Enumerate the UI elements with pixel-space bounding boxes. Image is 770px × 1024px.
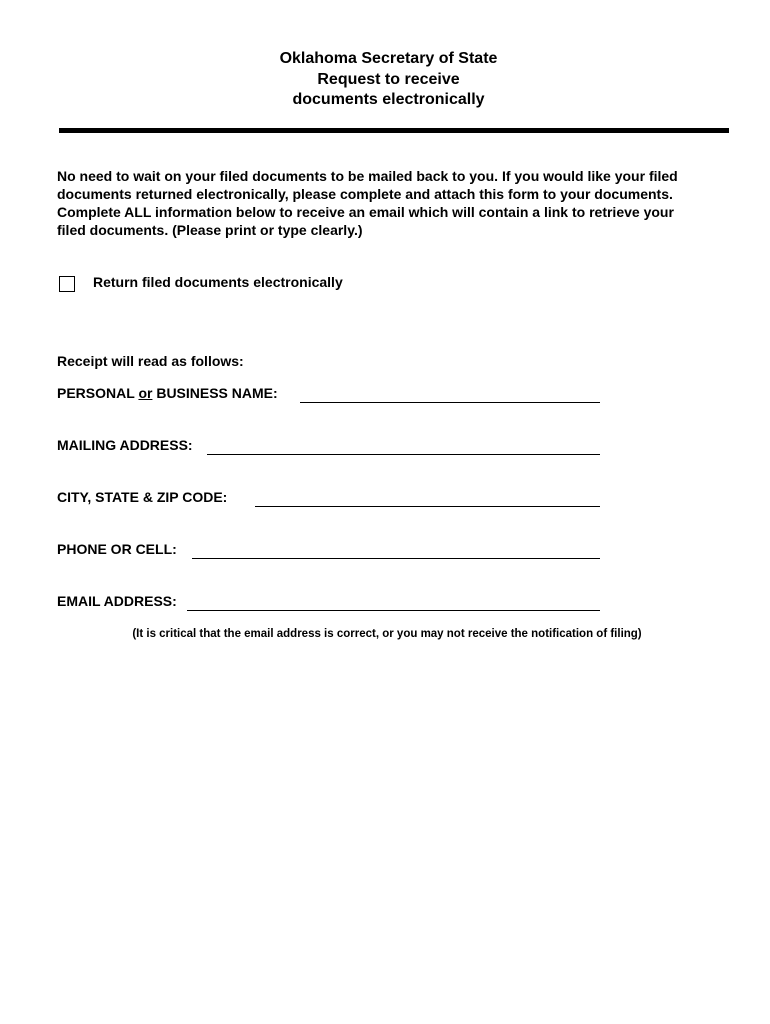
mailing-address-input[interactable] [207,436,600,455]
city-state-zip-input[interactable] [255,488,600,507]
title-line-2: Request to receive [317,70,460,88]
mailing-address-label: MAILING ADDRESS: [57,437,193,453]
intro-line-2: documents returned electronically, please complete and attach this form to your documents. [57,186,673,202]
receipt-heading: Receipt will read as follows: [57,353,244,369]
intro-line-3: Complete ALL information below to receive an email which will contain a link to retrieve your [57,204,674,220]
name-label-prefix: PERSONAL [57,385,139,401]
return-electronically-label[interactable]: Return filed documents electronically [93,274,343,290]
phone-input[interactable] [192,540,600,559]
header-divider [59,128,729,133]
title-line-3: documents electronically [292,91,485,108]
intro-paragraph [57,167,737,239]
city-state-zip-label: CITY, STATE & ZIP CODE: [57,489,228,505]
page-title [0,49,770,111]
name-field-label [57,384,278,402]
email-label: EMAIL ADDRESS: [57,593,177,609]
email-input[interactable] [187,592,600,611]
intro-line-4: filed documents. (Please print or type clearly.) [57,222,363,238]
phone-label: PHONE OR CELL: [57,541,177,557]
return-electronically-checkbox[interactable] [59,276,75,292]
title-line-1: Oklahoma Secretary of State [279,50,498,67]
name-label-or: or [138,385,153,401]
intro-line-1: No need to wait on your filed documents to be mailed back to you. If you would like your filed [57,168,678,184]
email-warning-note: (It is critical that the email address is correct, or you may not receive the notification of filing) [132,628,642,640]
name-label-suffix: BUSINESS NAME: [152,385,278,401]
name-input[interactable] [300,384,600,403]
